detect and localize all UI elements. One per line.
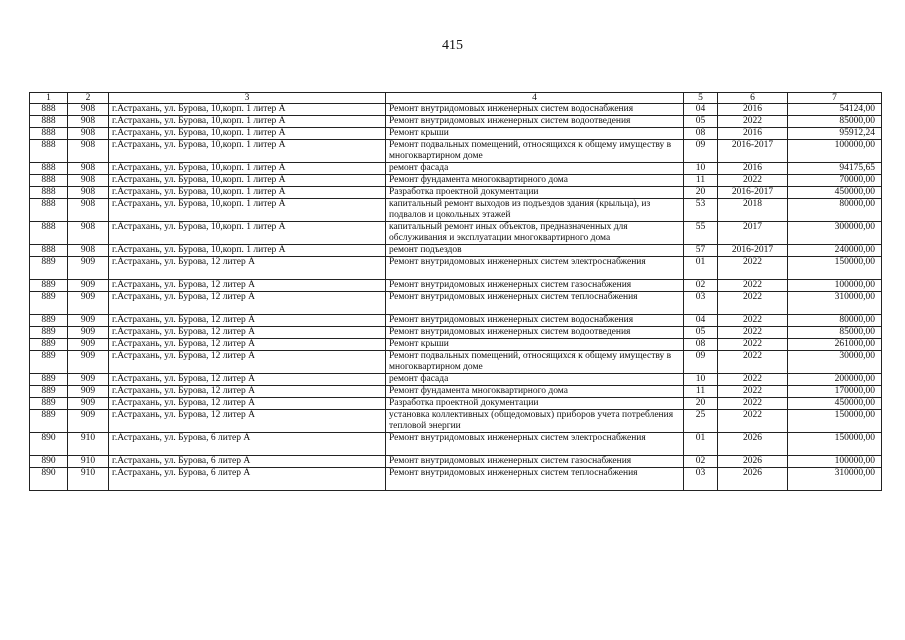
cell-object-number: 909 [68, 257, 109, 280]
cell-work-code: 08 [684, 339, 718, 351]
table-row [30, 222, 882, 245]
cell-work-code: 11 [684, 175, 718, 187]
cell-period: 2022 [718, 315, 788, 327]
cell-cost: 240000,00 [788, 245, 882, 257]
cell-period: 2022 [718, 374, 788, 386]
table-row [30, 386, 882, 398]
cell-address: г.Астрахань, ул. Бурова, 6 литер А [109, 468, 386, 491]
cell-row-number: 888 [30, 163, 68, 175]
table-row [30, 187, 882, 199]
cell-work-type: Ремонт внутридомовых инженерных систем электроснабжения [386, 433, 684, 456]
cell-object-number: 909 [68, 351, 109, 374]
cell-address: г.Астрахань, ул. Бурова, 12 литер А [109, 327, 386, 339]
cell-cost: 150000,00 [788, 433, 882, 456]
cell-object-number: 910 [68, 468, 109, 491]
cell-cost: 310000,00 [788, 468, 882, 491]
cell-row-number: 888 [30, 199, 68, 222]
cell-row-number: 889 [30, 280, 68, 292]
cell-row-number: 890 [30, 456, 68, 468]
cell-object-number: 909 [68, 386, 109, 398]
cell-address: г.Астрахань, ул. Бурова, 12 литер А [109, 398, 386, 410]
cell-row-number: 889 [30, 339, 68, 351]
cell-row-number: 888 [30, 175, 68, 187]
cell-address: г.Астрахань, ул. Бурова, 12 литер А [109, 292, 386, 315]
cell-object-number: 909 [68, 315, 109, 327]
cell-object-number: 908 [68, 245, 109, 257]
table-row [30, 292, 882, 315]
cell-work-code: 03 [684, 468, 718, 491]
table-row [30, 116, 882, 128]
cell-cost: 94175,65 [788, 163, 882, 175]
cell-row-number: 889 [30, 292, 68, 315]
cell-period: 2022 [718, 257, 788, 280]
cell-period: 2022 [718, 351, 788, 374]
cell-period: 2026 [718, 456, 788, 468]
table-row [30, 104, 882, 116]
cell-work-type: Ремонт внутридомовых инженерных систем водоснабжения [386, 104, 684, 116]
cell-period: 2022 [718, 292, 788, 315]
page-number: 415 [442, 38, 463, 53]
cell-work-code: 57 [684, 245, 718, 257]
cell-address: г.Астрахань, ул. Бурова, 10,корп. 1 литер А [109, 140, 386, 163]
cell-cost: 85000,00 [788, 116, 882, 128]
cell-row-number: 888 [30, 140, 68, 163]
table-row [30, 339, 882, 351]
cell-cost: 95912,24 [788, 128, 882, 140]
cell-cost: 100000,00 [788, 456, 882, 468]
table-row [30, 327, 882, 339]
column-header-3: 3 [109, 93, 386, 104]
cell-cost: 30000,00 [788, 351, 882, 374]
cell-row-number: 888 [30, 245, 68, 257]
table-row [30, 199, 882, 222]
column-header-1: 1 [30, 93, 68, 104]
cell-object-number: 909 [68, 292, 109, 315]
cell-work-type: ремонт фасада [386, 374, 684, 386]
cell-work-type: капитальный ремонт выходов из подъездов здания (крыльца), из подвалов и цокольных этажей [386, 199, 684, 222]
cell-cost: 80000,00 [788, 315, 882, 327]
cell-row-number: 888 [30, 222, 68, 245]
cell-work-type: Ремонт внутридомовых инженерных систем газоснабжения [386, 280, 684, 292]
cell-row-number: 889 [30, 386, 68, 398]
table-row [30, 140, 882, 163]
cell-work-type: Разработка проектной документации [386, 398, 684, 410]
cell-address: г.Астрахань, ул. Бурова, 10,корп. 1 литер А [109, 187, 386, 199]
cell-work-code: 03 [684, 292, 718, 315]
column-header-7: 7 [788, 93, 882, 104]
cell-period: 2022 [718, 339, 788, 351]
cell-object-number: 910 [68, 456, 109, 468]
cell-period: 2022 [718, 116, 788, 128]
cell-object-number: 909 [68, 339, 109, 351]
cell-work-code: 05 [684, 327, 718, 339]
cell-object-number: 908 [68, 187, 109, 199]
cell-period: 2017 [718, 222, 788, 245]
cell-work-code: 25 [684, 410, 718, 433]
cell-address: г.Астрахань, ул. Бурова, 10,корп. 1 литер А [109, 163, 386, 175]
cell-work-type: ремонт фасада [386, 163, 684, 175]
table-row [30, 175, 882, 187]
cell-address: г.Астрахань, ул. Бурова, 12 литер А [109, 280, 386, 292]
cell-work-code: 10 [684, 374, 718, 386]
cell-cost: 450000,00 [788, 398, 882, 410]
cell-period: 2016-2017 [718, 140, 788, 163]
cell-cost: 85000,00 [788, 327, 882, 339]
cell-row-number: 890 [30, 433, 68, 456]
cell-cost: 80000,00 [788, 199, 882, 222]
column-header-6: 6 [718, 93, 788, 104]
cell-row-number: 889 [30, 257, 68, 280]
repair-schedule-table [29, 92, 882, 491]
table-row [30, 433, 882, 456]
table-row [30, 245, 882, 257]
cell-cost: 54124,00 [788, 104, 882, 116]
cell-address: г.Астрахань, ул. Бурова, 10,корп. 1 литер А [109, 245, 386, 257]
cell-work-code: 53 [684, 199, 718, 222]
cell-address: г.Астрахань, ул. Бурова, 12 литер А [109, 351, 386, 374]
cell-cost: 200000,00 [788, 374, 882, 386]
cell-address: г.Астрахань, ул. Бурова, 6 литер А [109, 433, 386, 456]
cell-work-code: 09 [684, 351, 718, 374]
cell-row-number: 888 [30, 104, 68, 116]
cell-cost: 100000,00 [788, 280, 882, 292]
cell-object-number: 908 [68, 140, 109, 163]
cell-work-type: Ремонт внутридомовых инженерных систем газоснабжения [386, 456, 684, 468]
cell-address: г.Астрахань, ул. Бурова, 10,корп. 1 литер А [109, 175, 386, 187]
cell-work-type: Ремонт подвальных помещений, относящихся к общему имуществу в многоквартирном доме [386, 140, 684, 163]
cell-work-type: Ремонт внутридомовых инженерных систем теплоснабжения [386, 468, 684, 491]
cell-work-type: Разработка проектной документации [386, 187, 684, 199]
cell-work-type: Ремонт внутридомовых инженерных систем водоснабжения [386, 315, 684, 327]
table-row [30, 163, 882, 175]
cell-address: г.Астрахань, ул. Бурова, 12 литер А [109, 315, 386, 327]
table-row [30, 374, 882, 386]
column-header-4: 4 [386, 93, 684, 104]
table-row [30, 468, 882, 491]
cell-row-number: 889 [30, 398, 68, 410]
table-row [30, 456, 882, 468]
cell-period: 2022 [718, 410, 788, 433]
cell-object-number: 908 [68, 222, 109, 245]
cell-cost: 261000,00 [788, 339, 882, 351]
cell-period: 2018 [718, 199, 788, 222]
cell-work-type: Ремонт внутридомовых инженерных систем теплоснабжения [386, 292, 684, 315]
cell-object-number: 908 [68, 128, 109, 140]
cell-work-type: Ремонт крыши [386, 339, 684, 351]
cell-address: г.Астрахань, ул. Бурова, 12 литер А [109, 386, 386, 398]
cell-work-code: 01 [684, 257, 718, 280]
cell-work-code: 20 [684, 398, 718, 410]
cell-work-code: 09 [684, 140, 718, 163]
header-row [30, 93, 882, 104]
cell-period: 2016-2017 [718, 187, 788, 199]
cell-row-number: 890 [30, 468, 68, 491]
cell-work-type: ремонт подъездов [386, 245, 684, 257]
cell-period: 2022 [718, 327, 788, 339]
cell-work-code: 04 [684, 104, 718, 116]
cell-row-number: 888 [30, 116, 68, 128]
cell-work-code: 20 [684, 187, 718, 199]
cell-object-number: 908 [68, 175, 109, 187]
cell-cost: 310000,00 [788, 292, 882, 315]
cell-work-type: Ремонт фундамента многоквартирного дома [386, 386, 684, 398]
cell-object-number: 909 [68, 374, 109, 386]
cell-period: 2022 [718, 386, 788, 398]
cell-work-code: 01 [684, 433, 718, 456]
cell-address: г.Астрахань, ул. Бурова, 10,корп. 1 литер А [109, 128, 386, 140]
cell-period: 2016 [718, 163, 788, 175]
table-row [30, 410, 882, 433]
cell-object-number: 909 [68, 327, 109, 339]
cell-work-type: Ремонт внутридомовых инженерных систем водоотведения [386, 327, 684, 339]
cell-row-number: 889 [30, 374, 68, 386]
cell-cost: 170000,00 [788, 386, 882, 398]
cell-cost: 100000,00 [788, 140, 882, 163]
cell-period: 2026 [718, 433, 788, 456]
cell-object-number: 908 [68, 116, 109, 128]
cell-row-number: 888 [30, 187, 68, 199]
table-body [30, 104, 882, 491]
cell-work-type: Ремонт фундамента многоквартирного дома [386, 175, 684, 187]
cell-work-code: 04 [684, 315, 718, 327]
cell-work-code: 02 [684, 456, 718, 468]
cell-work-code: 05 [684, 116, 718, 128]
cell-row-number: 889 [30, 410, 68, 433]
cell-cost: 150000,00 [788, 410, 882, 433]
cell-work-type: капитальный ремонт иных объектов, предназначенных для обслуживания и эксплуатации многоквартирного дома [386, 222, 684, 245]
cell-object-number: 908 [68, 163, 109, 175]
cell-row-number: 889 [30, 351, 68, 374]
cell-period: 2016 [718, 128, 788, 140]
cell-object-number: 910 [68, 433, 109, 456]
cell-work-code: 10 [684, 163, 718, 175]
cell-cost: 150000,00 [788, 257, 882, 280]
cell-work-type: Ремонт внутридомовых инженерных систем электроснабжения [386, 257, 684, 280]
cell-address: г.Астрахань, ул. Бурова, 10,корп. 1 литер А [109, 116, 386, 128]
table-row [30, 398, 882, 410]
cell-object-number: 909 [68, 280, 109, 292]
cell-work-type: Ремонт крыши [386, 128, 684, 140]
cell-address: г.Астрахань, ул. Бурова, 12 литер А [109, 410, 386, 433]
cell-period: 2026 [718, 468, 788, 491]
cell-object-number: 908 [68, 104, 109, 116]
cell-work-type: Ремонт подвальных помещений, относящихся к общему имуществу в многоквартирном доме [386, 351, 684, 374]
cell-address: г.Астрахань, ул. Бурова, 10,корп. 1 литер А [109, 222, 386, 245]
cell-work-type: установка коллективных (общедомовых) приборов учета потребления тепловой энергии [386, 410, 684, 433]
cell-period: 2016-2017 [718, 245, 788, 257]
column-header-5: 5 [684, 93, 718, 104]
cell-row-number: 889 [30, 315, 68, 327]
cell-work-code: 55 [684, 222, 718, 245]
cell-cost: 70000,00 [788, 175, 882, 187]
cell-cost: 450000,00 [788, 187, 882, 199]
cell-address: г.Астрахань, ул. Бурова, 10,корп. 1 литер А [109, 199, 386, 222]
cell-row-number: 889 [30, 327, 68, 339]
column-header-2: 2 [68, 93, 109, 104]
table-row [30, 280, 882, 292]
cell-period: 2022 [718, 175, 788, 187]
cell-cost: 300000,00 [788, 222, 882, 245]
cell-address: г.Астрахань, ул. Бурова, 12 литер А [109, 339, 386, 351]
cell-work-type: Ремонт внутридомовых инженерных систем водоотведения [386, 116, 684, 128]
cell-object-number: 909 [68, 398, 109, 410]
cell-period: 2022 [718, 398, 788, 410]
cell-work-code: 02 [684, 280, 718, 292]
table-row [30, 315, 882, 327]
cell-object-number: 908 [68, 199, 109, 222]
cell-address: г.Астрахань, ул. Бурова, 12 литер А [109, 257, 386, 280]
cell-work-code: 08 [684, 128, 718, 140]
table-row [30, 128, 882, 140]
table-row [30, 257, 882, 280]
cell-row-number: 888 [30, 128, 68, 140]
cell-address: г.Астрахань, ул. Бурова, 6 литер А [109, 456, 386, 468]
cell-period: 2022 [718, 280, 788, 292]
cell-work-code: 11 [684, 386, 718, 398]
cell-object-number: 909 [68, 410, 109, 433]
cell-period: 2016 [718, 104, 788, 116]
cell-address: г.Астрахань, ул. Бурова, 12 литер А [109, 374, 386, 386]
cell-address: г.Астрахань, ул. Бурова, 10,корп. 1 литер А [109, 104, 386, 116]
table-row [30, 351, 882, 374]
